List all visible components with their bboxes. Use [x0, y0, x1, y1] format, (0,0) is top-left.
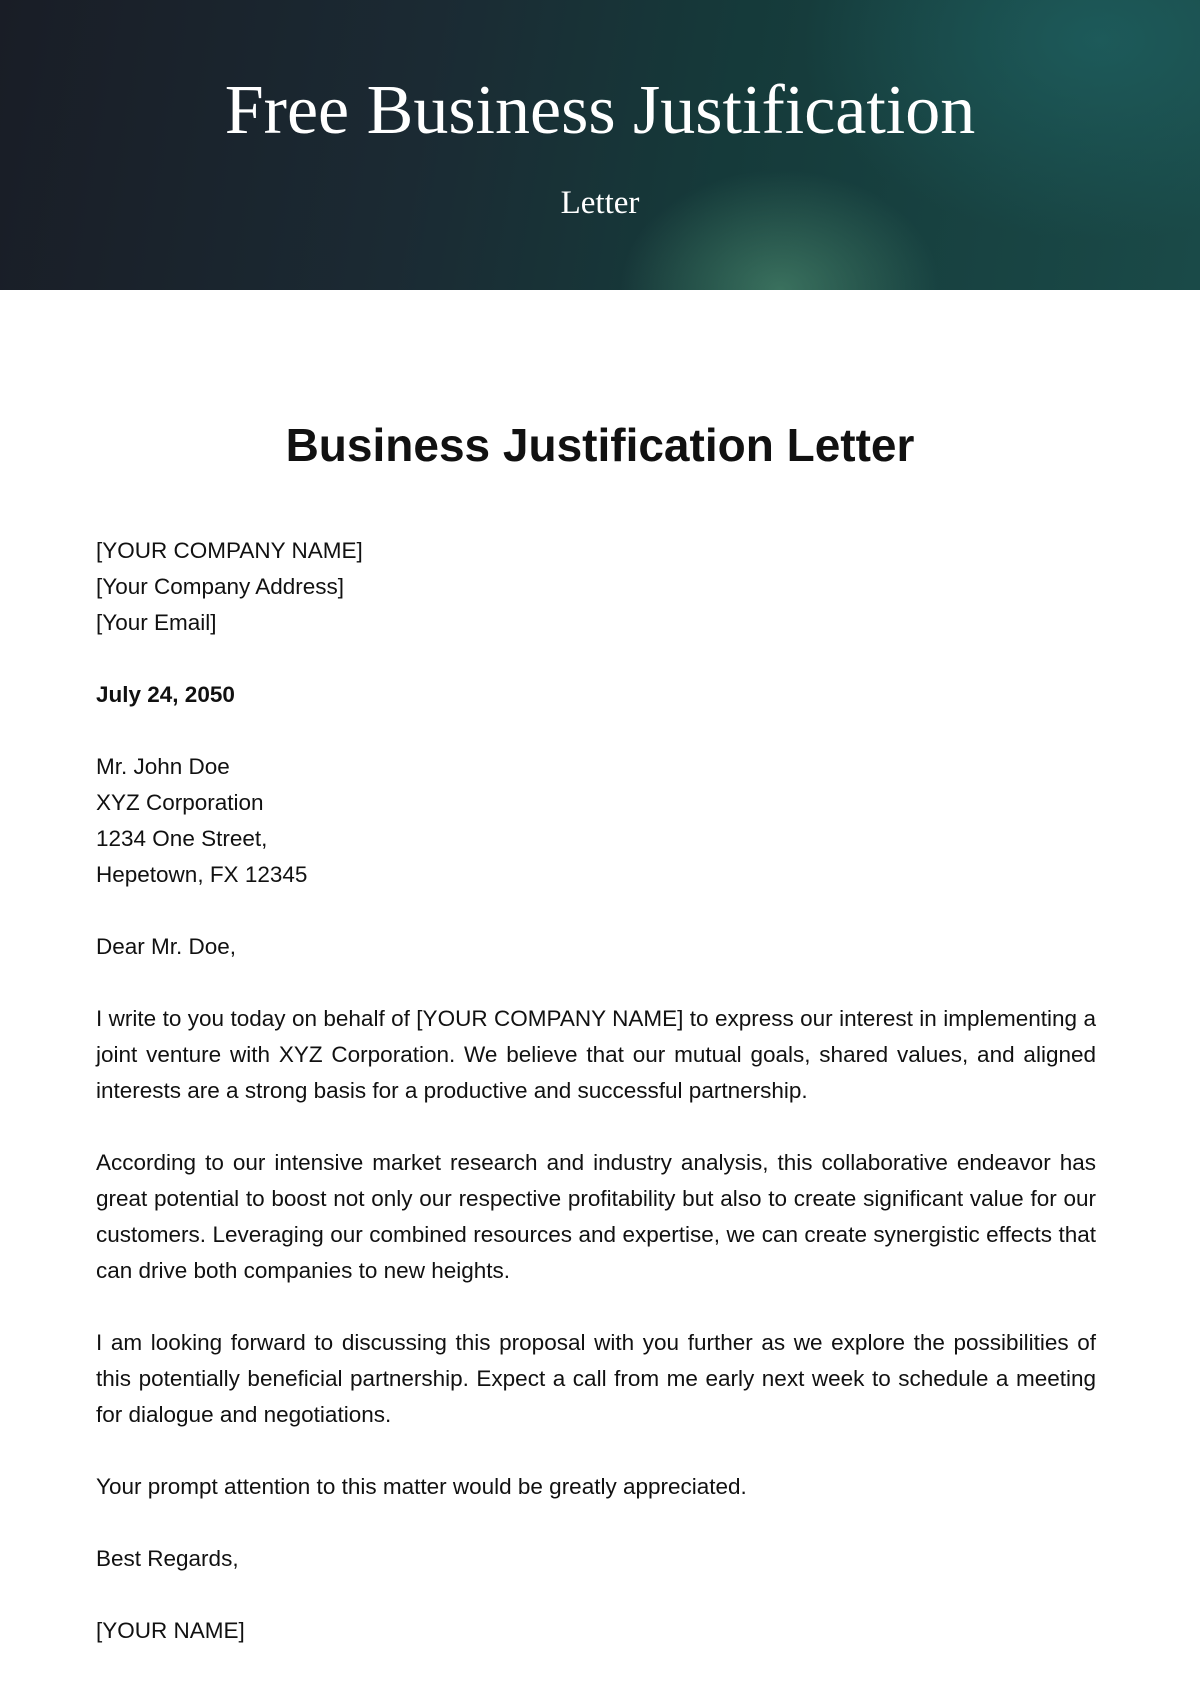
paragraph: I write to you today on behalf of [YOUR COMPANY NAME] to express our interest in implementing a joint venture with XYZ Corporation. We believe that our mutual goals, shared values, and aligned interests are a strong basis for a productive and successful partnership. — [96, 1006, 1096, 1103]
recipient-name: Mr. John Doe — [96, 754, 230, 779]
paragraph: I am looking forward to discussing this proposal with you further as we explore the possibilities of this potentially beneficial partnership. Expect a call from me early next week to schedule a meeting for dialogue and negotiations. — [96, 1330, 1096, 1427]
sender-address: [Your Company Address] — [96, 574, 345, 599]
sender-block — [96, 533, 1096, 641]
recipient-street: 1234 One Street, — [96, 826, 268, 851]
recipient-block — [96, 749, 1096, 893]
closing: Best Regards, — [96, 1546, 239, 1571]
banner-subtitle: Letter — [560, 185, 640, 221]
letter-body — [96, 533, 1096, 1685]
salutation: Dear Mr. Doe, — [96, 934, 237, 959]
signature: [YOUR NAME] — [96, 1618, 245, 1643]
paragraph: Your prompt attention to this matter would be greatly appreciated. — [96, 1474, 747, 1499]
sender-email: [Your Email] — [96, 610, 217, 635]
sender-company: [YOUR COMPANY NAME] — [96, 538, 363, 563]
recipient-city: Hepetown, FX 12345 — [96, 862, 308, 887]
banner-title: Free Business Justification — [224, 72, 976, 149]
header-banner — [0, 0, 1200, 290]
paragraph: According to our intensive market research and industry analysis, this collaborative endeavor has great potential to boost not only our respective profitability but also to create significant value for our customers. Leveraging our combined resources and expertise, we can create synergistic effects that can drive both companies to new heights. — [96, 1150, 1096, 1283]
letter-date: July 24, 2050 — [96, 682, 235, 707]
recipient-company: XYZ Corporation — [96, 790, 264, 815]
document-title: Business Justification Letter — [285, 419, 915, 471]
